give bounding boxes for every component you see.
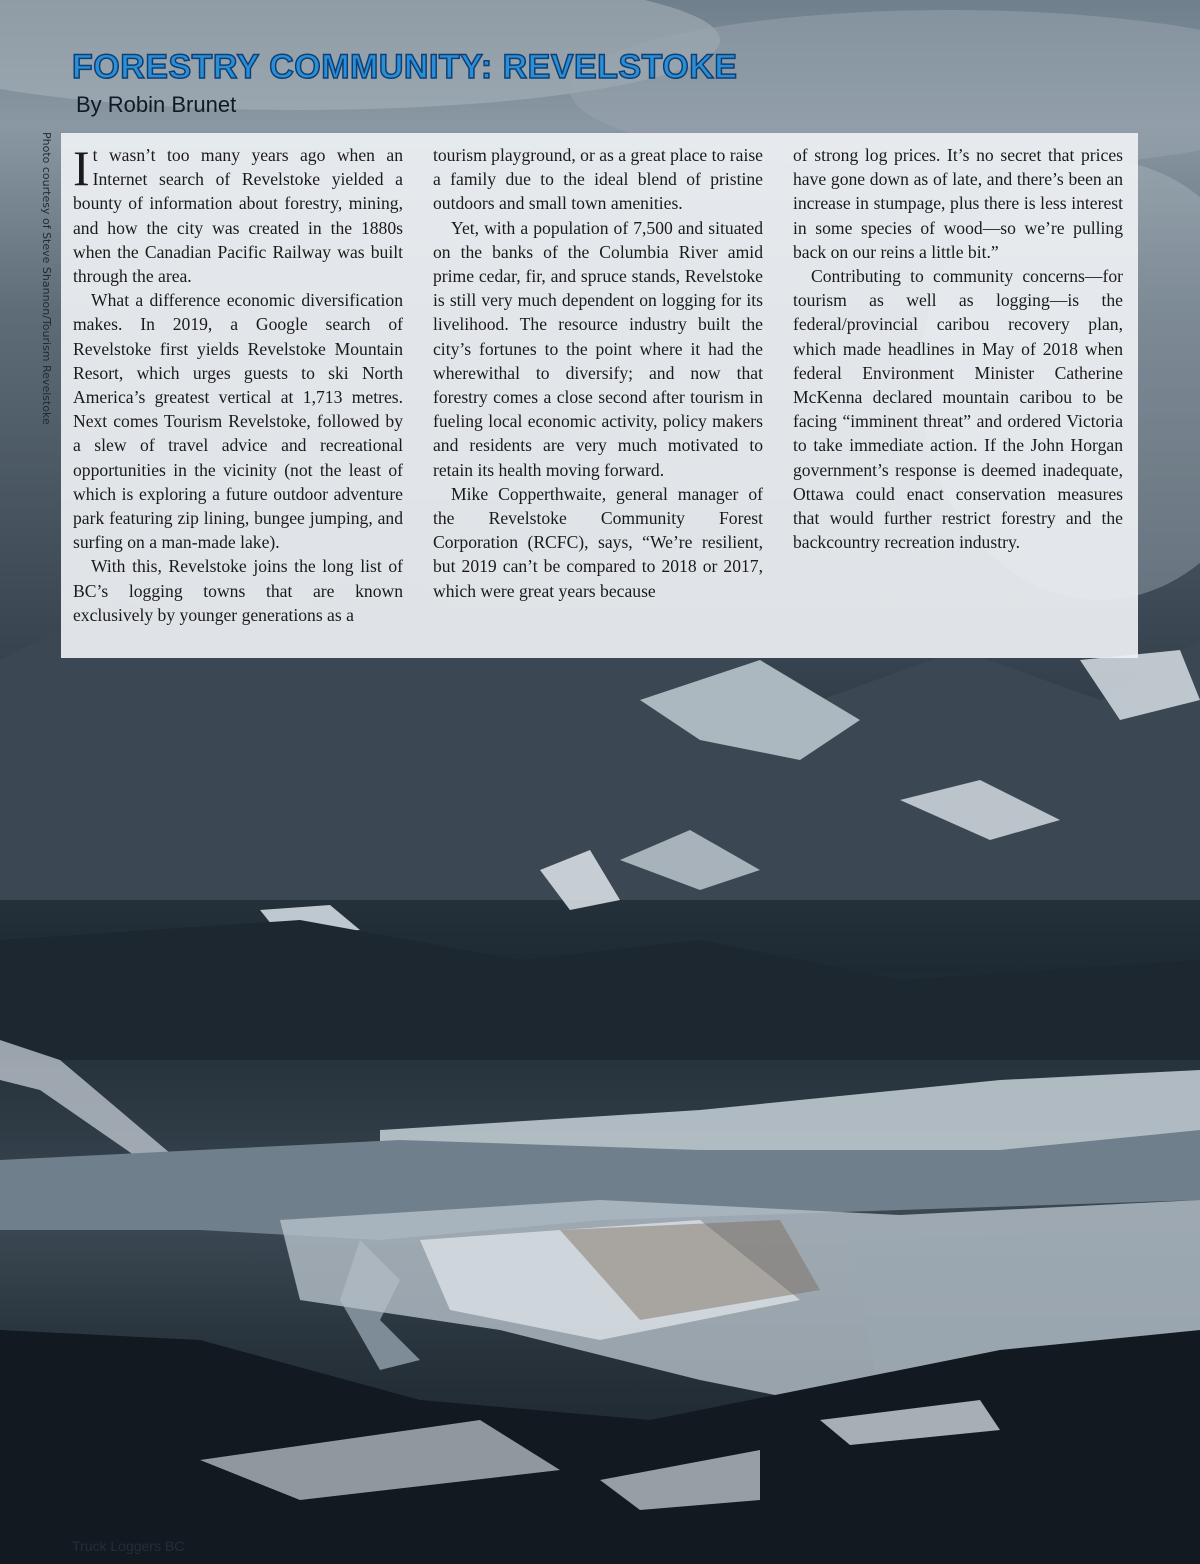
page-footer: Truck Loggers BC xyxy=(72,1538,185,1554)
photo-credit: Photo courtesy of Steve Shannon/Tourism Revelstoke xyxy=(40,132,53,425)
paragraph: Yet, with a population of 7,500 and situated on the banks of the Columbia River amid prime cedar, fir, and spruce stands, Revelstoke is still very much dependent on logging for its livelihood. The resource industry built the city’s fortunes to the point where it had the wherewithal to diversify; and now that forestry comes a close second after tourism in fueling local economic activity, policy makers and residents are very much motivated to retain its health moving forward. xyxy=(433,217,763,480)
paragraph: tourism playground, or as a great place to raise a family due to the ideal blend of pristine outdoors and small town amenities. xyxy=(433,145,763,214)
paragraph: Mike Copperthwaite, general manager of the Revelstoke Community Forest Corporation (RCFC), says, “We’re resilient, but 2019 can’t be compared to 2018 or 2017, which were great years because xyxy=(433,483,763,601)
paragraph: of strong log prices. It’s no secret that prices have gone down as of late, and there’s been an increase in stumpage, plus there is less interest in some species of wood—so we’re pulling back on our reins a little bit.” xyxy=(793,145,1123,262)
paragraph-text: t wasn’t too many years ago when an Internet search of Revelstoke yielded a bounty of information about forestry, mining, and how the city was created in the 1880s when the Canadian Pacific Railway was built through the area. xyxy=(73,145,403,287)
paragraph xyxy=(73,140,403,288)
article-column-3 xyxy=(793,143,1123,554)
paragraph: Contributing to community concerns—for tourism as well as logging—is the federal/provincial caribou recovery plan, which made headlines in May of 2018 when federal Environment Minister Catherine McKenna declared mountain caribou to be facing “imminent threat” and ordered Victoria to take immediate action. If the John Horgan government’s response is deemed inadequate, Ottawa could enact conservation measures that would further restrict forestry and the backcountry recreation industry. xyxy=(793,266,1123,553)
article-text-panel xyxy=(61,133,1138,658)
article-title: FORESTRY COMMUNITY: REVELSTOKE xyxy=(72,48,738,86)
article-column-1 xyxy=(73,140,403,627)
article-column-2 xyxy=(433,143,763,603)
drop-cap: I xyxy=(73,140,90,196)
article-byline: By Robin Brunet xyxy=(76,92,237,117)
paragraph: With this, Revelstoke joins the long list of BC’s logging towns that are known exclusively by younger generations as a xyxy=(73,556,403,625)
paragraph: What a difference economic diversification makes. In 2019, a Google search of Revelstoke first yields Revelstoke Mountain Resort, which urges guests to ski North America’s greatest vertical at 1,713 metres. Next comes Tourism Revelstoke, followed by a slew of travel advice and recreational opportunities in the vicinity (not the least of which is exploring a future outdoor adventure park featuring zip lining, bungee jumping, and surfing on a man-made lake). xyxy=(73,290,403,553)
